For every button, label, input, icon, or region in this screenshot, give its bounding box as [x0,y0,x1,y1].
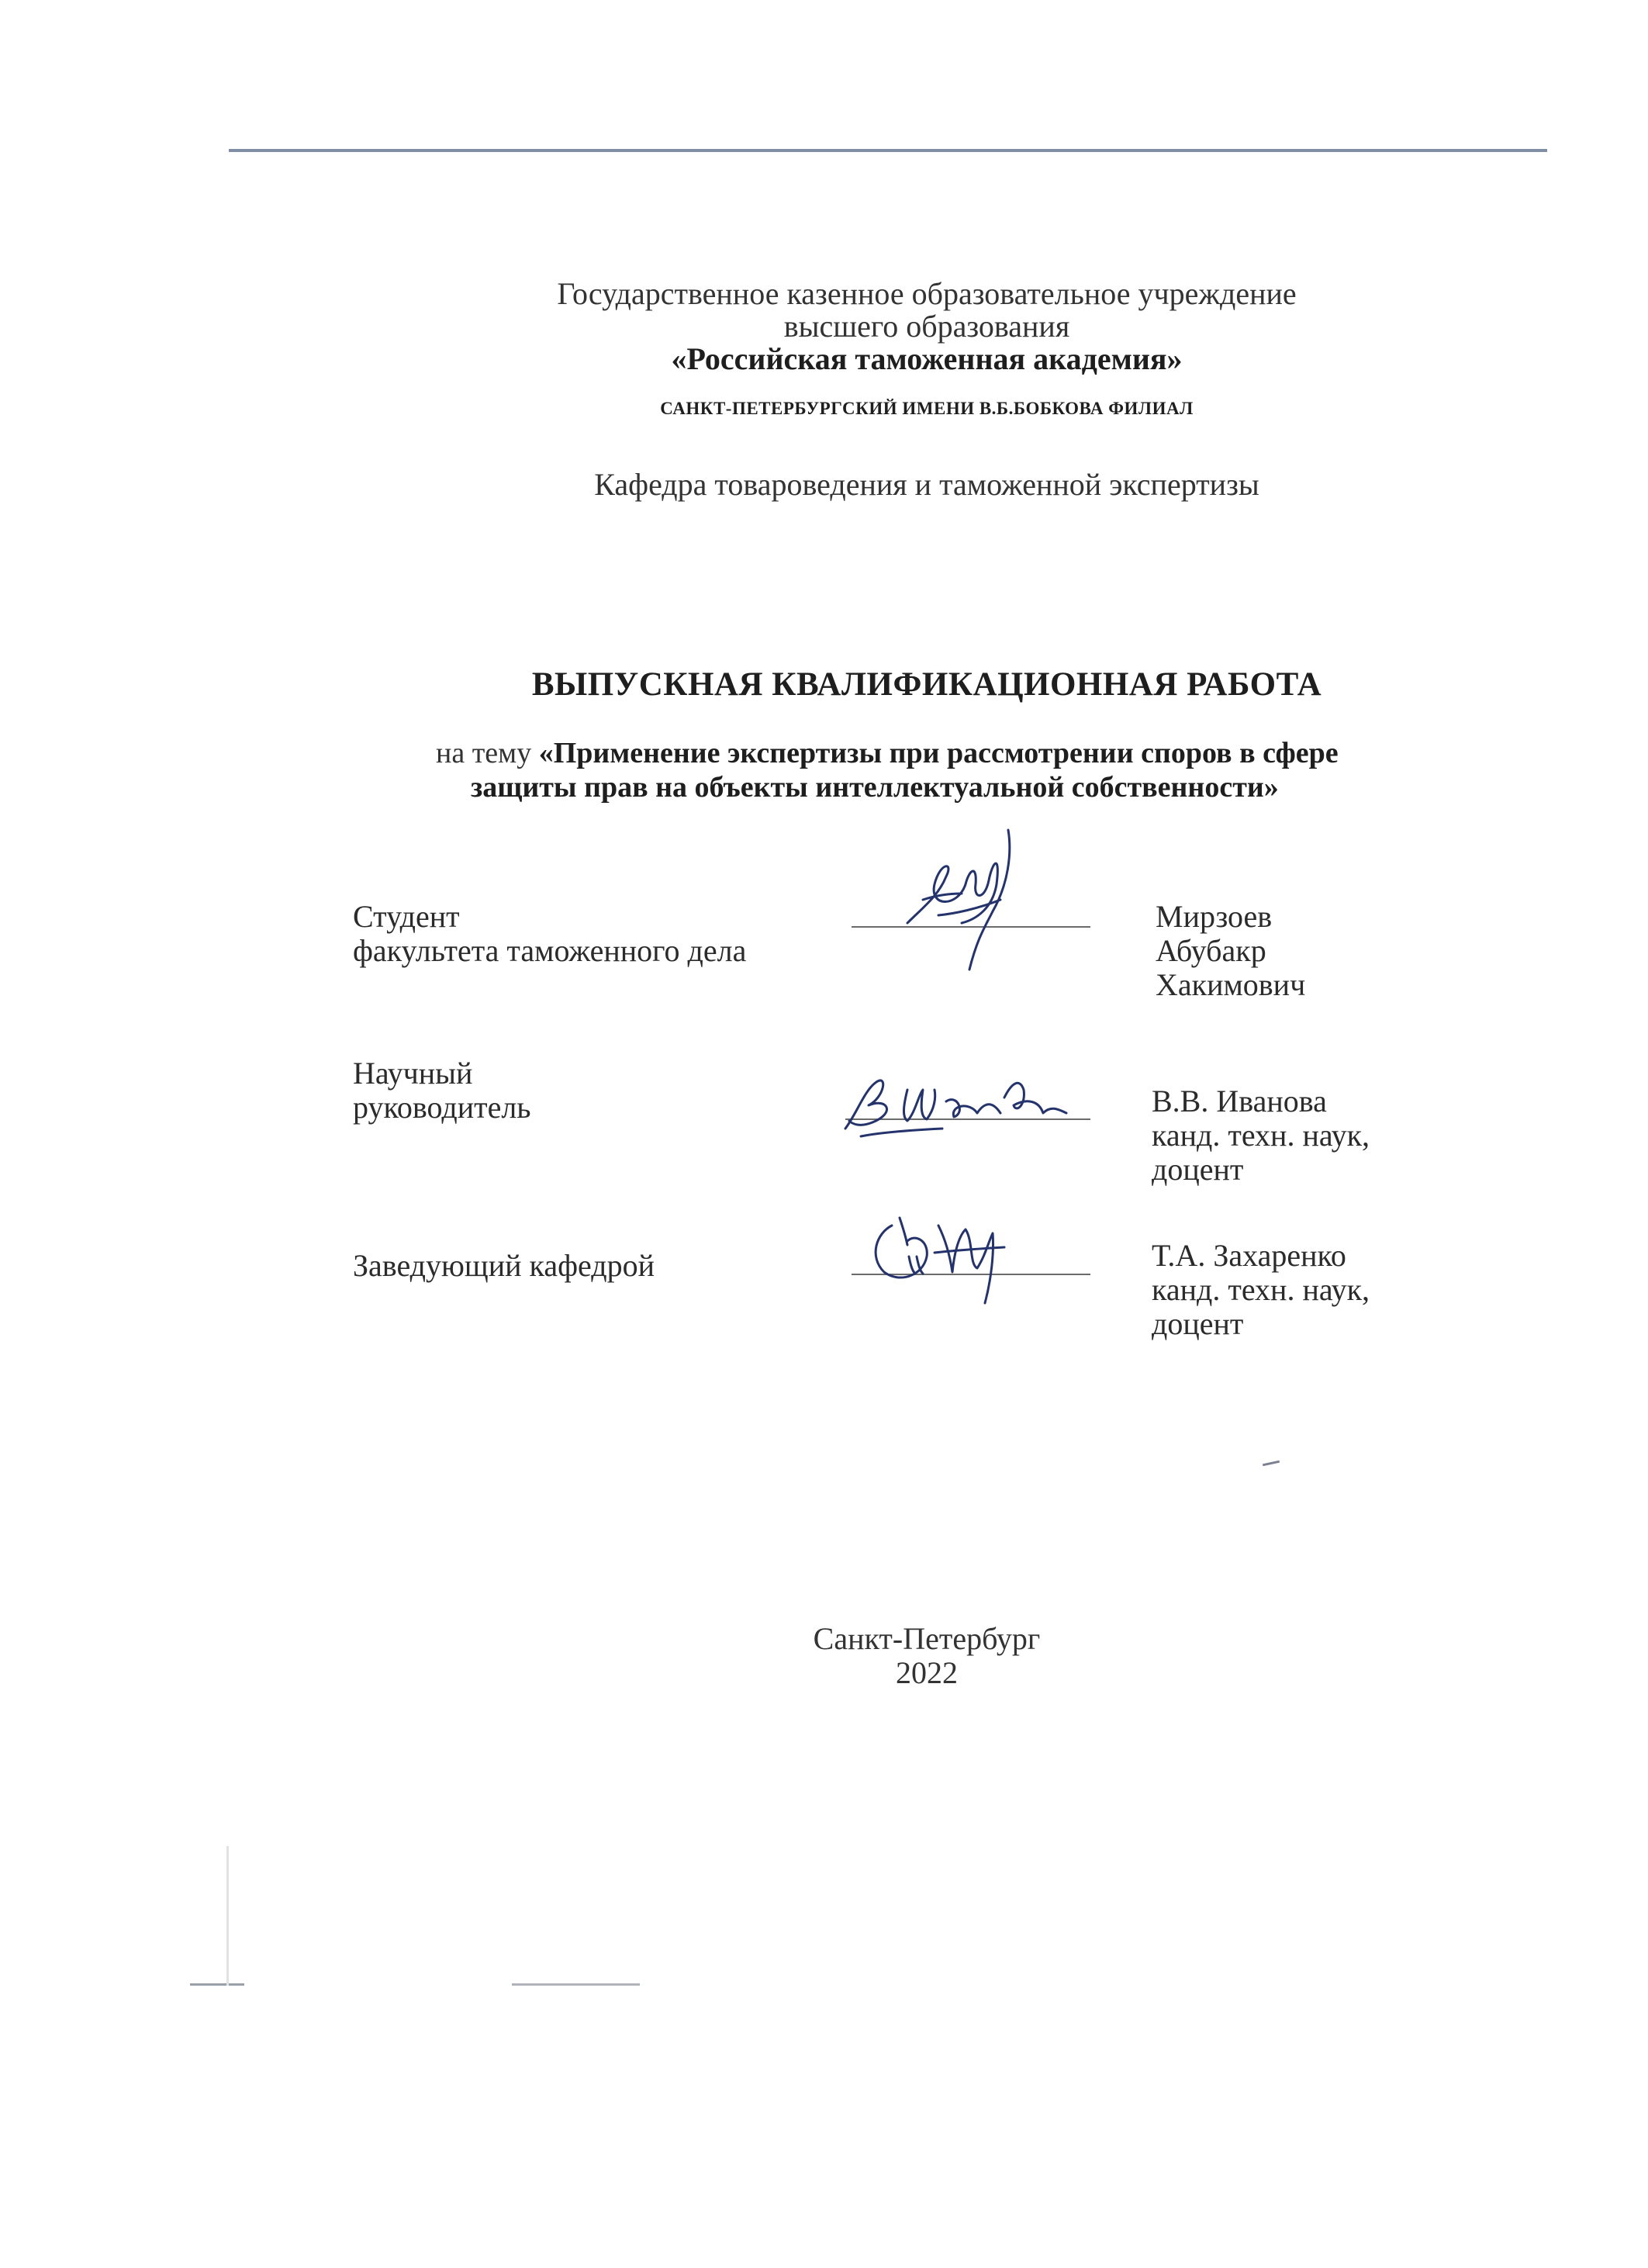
header-line2: высшего образования [783,309,1070,344]
student-role-line2: факультета таможенного дела [353,933,747,968]
scan-top-edge [229,149,1547,152]
work-type-title: ВЫПУСКНАЯ КВАЛИФИКАЦИОННАЯ РАБОТА [531,666,1322,703]
head-name: Т.А. Захаренко [1152,1238,1346,1273]
supervisor-role-line1: Научный [353,1056,473,1091]
scan-bottom-edge-mid [512,1983,640,1986]
branch-name: САНКТ-ПЕТЕРБУРГСКИЙ ИМЕНИ В.Б.БОБКОВА ФИЛИАЛ [660,399,1194,418]
stray-pen-mark [1263,1461,1280,1467]
head-rank: доцент [1152,1306,1244,1341]
year: 2022 [896,1655,958,1690]
supervisor-name: В.В. Иванова [1152,1084,1327,1118]
supervisor-signature [834,1067,1090,1144]
student-signature [892,822,1031,977]
head-signature [861,1210,1031,1311]
topic-line1 [436,736,1339,770]
topic-text-line2: защиты прав на объекты интеллектуальной собственности» [471,771,1279,804]
scan-bottom-edge-left [190,1983,244,1986]
head-role: Заведующий кафедрой [353,1248,655,1283]
header-line1: Государственное казенное образовательное учреждение [557,276,1297,311]
supervisor-role-line2: руководитель [353,1090,531,1125]
city: Санкт-Петербург [813,1621,1041,1656]
student-name-line1: Мирзоев [1156,899,1273,934]
student-role-line1: Студент [353,899,460,934]
department-name: Кафедра товароведения и таможенной экспертизы [594,467,1259,502]
academy-name: «Российская таможенная академия» [671,341,1183,376]
topic-text-line1: «Применение экспертизы при рассмотрении споров в сфере [538,737,1339,769]
student-name-line3: Хакимович [1156,967,1306,1002]
scan-left-shadow [226,1846,229,1986]
supervisor-rank: доцент [1152,1152,1244,1187]
supervisor-degree: канд. техн. наук, [1152,1118,1370,1153]
student-name-line2: Абубакр [1156,933,1266,968]
head-degree: канд. техн. наук, [1152,1272,1370,1307]
topic-prefix: на тему [436,737,532,769]
